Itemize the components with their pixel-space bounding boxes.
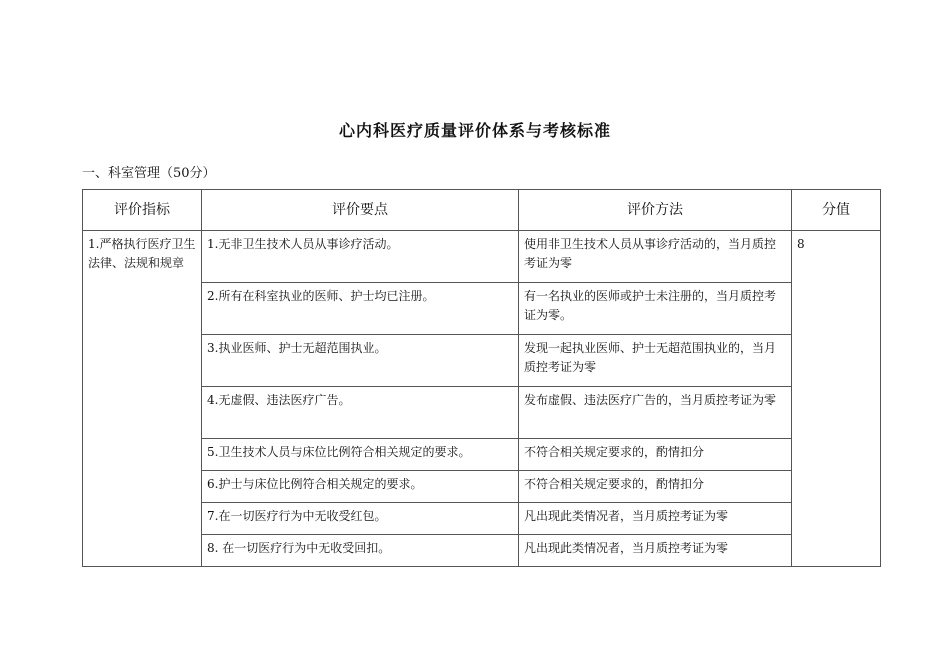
point-cell: 1.无非卫生技术人员从事诊疗活动。 [202, 231, 519, 283]
point-cell: 5.卫生技术人员与床位比例符合相关规定的要求。 [202, 439, 519, 471]
point-cell: 3.执业医师、护士无超范围执业。 [202, 335, 519, 387]
point-cell: 4.无虚假、违法医疗广告。 [202, 387, 519, 439]
indicator-cell: 1.严格执行医疗卫生法律、法规和规章 [83, 231, 202, 567]
method-cell: 有一名执业的医师或护士未注册的，当月质控考证为零。 [519, 283, 792, 335]
point-cell: 6.护士与床位比例符合相关规定的要求。 [202, 471, 519, 503]
score-cell: 8 [792, 231, 881, 567]
method-cell: 不符合相关规定要求的，酌情扣分 [519, 439, 792, 471]
table-row [83, 283, 881, 335]
section-heading: 一、科室管理（50分） [82, 166, 216, 181]
table-row [83, 535, 881, 567]
table-row [83, 439, 881, 471]
table-row [83, 387, 881, 439]
header-points: 评价要点 [202, 190, 519, 231]
header-method: 评价方法 [519, 190, 792, 231]
document-title: 心内科医疗质量评价体系与考核标准 [338, 121, 611, 140]
point-cell: 8. 在一切医疗行为中无收受回扣。 [202, 535, 519, 567]
method-cell: 发布虚假、违法医疗广告的，当月质控考证为零 [519, 387, 792, 439]
evaluation-table [82, 189, 881, 567]
method-cell: 发现一起执业医师、护士无超范围执业的，当月质控考证为零 [519, 335, 792, 387]
table-row [83, 335, 881, 387]
method-cell: 凡出现此类情况者，当月质控考证为零 [519, 503, 792, 535]
table-row [83, 471, 881, 503]
method-cell: 不符合相关规定要求的，酌情扣分 [519, 471, 792, 503]
table-header-row [83, 190, 881, 231]
point-cell: 7.在一切医疗行为中无收受红包。 [202, 503, 519, 535]
method-cell: 凡出现此类情况者，当月质控考证为零 [519, 535, 792, 567]
header-indicator: 评价指标 [83, 190, 202, 231]
table-row [83, 503, 881, 535]
method-cell: 使用非卫生技术人员从事诊疗活动的，当月质控考证为零 [519, 231, 792, 283]
header-score: 分值 [792, 190, 881, 231]
point-cell: 2.所有在科室执业的医师、护士均已注册。 [202, 283, 519, 335]
table-row [83, 231, 881, 283]
